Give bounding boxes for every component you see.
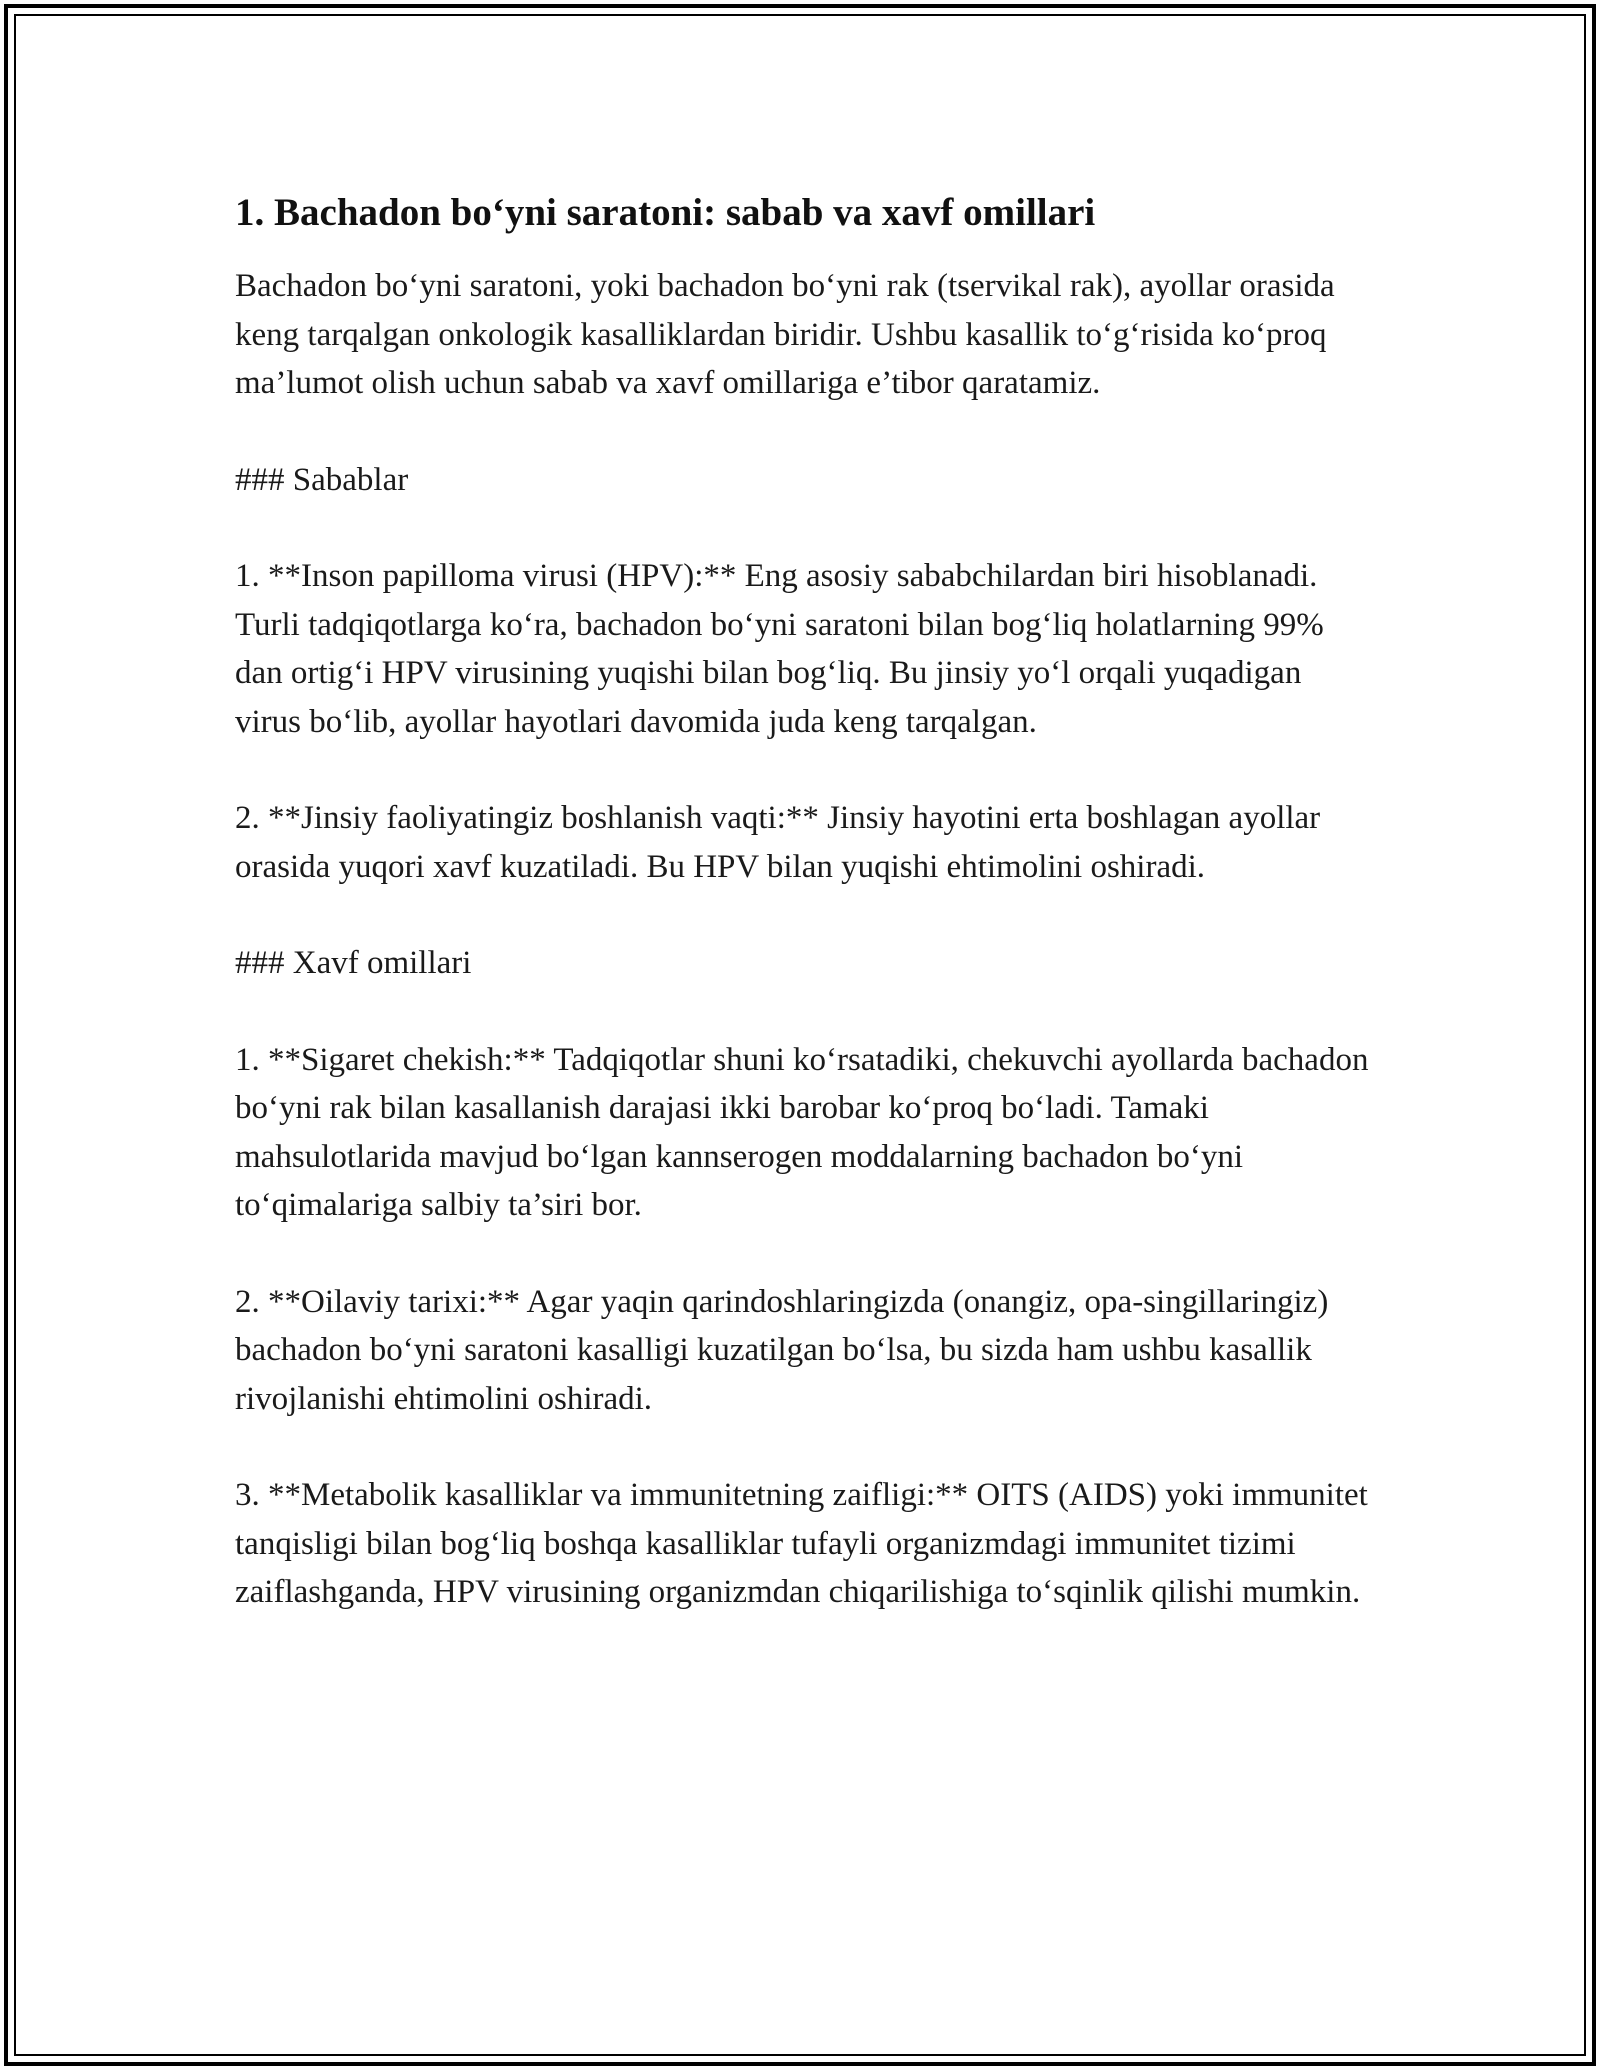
risk-item-immunity: 3. **Metabolik kasalliklar va immunitetning zaifligi:** OITS (AIDS) yoki immunitet tanqisligi bilan bog‘liq boshqa kasalliklar tufayli organizmdagi immunitet tizimi zaiflashganda, HPV virusining organizmdan chiqarilishiga to‘sqinlik qilishi mumkin. [235, 1477, 1368, 1610]
risk-item-family-history: 2. **Oilaviy tarixi:** Agar yaqin qarindoshlaringizda (onangiz, opa-singillaringiz) bachadon bo‘yni saratoni kasalligi kuzatilgan bo‘lsa, bu sizda ham ushbu kasallik rivojlanishi ehtimolini oshiradi. [235, 1283, 1329, 1417]
cause-item-sexual-activity: 2. **Jinsiy faoliyatingiz boshlanish vaqti:** Jinsiy hayotini erta boshlagan ayollar orasida yuqori xavf kuzatiladi. Bu HPV bilan yuqishi ehtimolini oshiradi. [235, 800, 1321, 885]
cause-item-hpv: 1. **Inson papilloma virusi (HPV):** Eng asosiy sababchilardan biri hisoblanadi. Turli tadqiqotlarga ko‘ra, bachadon bo‘yni saratoni bilan bog‘liq holatlarning 99% dan ortig‘i HPV virusining yuqishi bilan bog‘liq. Bu jinsiy yo‘l orqali yuqadigan virus bo‘lib, ayollar hayotlari davomida juda keng tarqalgan. [235, 558, 1324, 740]
intro-paragraph: Bachadon bo‘yni saratoni, yoki bachadon bo‘yni rak (tservikal rak), ayollar orasida keng tarqalgan onkologik kasalliklardan biridir. Ushbu kasallik to‘g‘risida ko‘proq ma’lumot olish uchun sabab va xavf omillariga e’tibor qaratamiz. [235, 268, 1335, 401]
document-title: 1. Bachadon bo‘yni saratoni: sabab va xavf omillari [235, 191, 1096, 234]
risk-item-smoking: 1. **Sigaret chekish:** Tadqiqotlar shuni ko‘rsatadiki, chekuvchi ayollarda bachadon bo‘yni rak bilan kasallanish darajasi ikki barobar ko‘proq bo‘ladi. Tamaki mahsulotlarida mavjud bo‘lgan kannserogen moddalarning bachadon bo‘yni to‘qimalariga salbiy ta’siri bor. [235, 1041, 1369, 1223]
section-heading-xavf-omillari: ### Xavf omillari [235, 945, 472, 981]
section-heading-sabablar: ### Sabablar [235, 461, 409, 498]
document-body [235, 186, 1370, 1665]
